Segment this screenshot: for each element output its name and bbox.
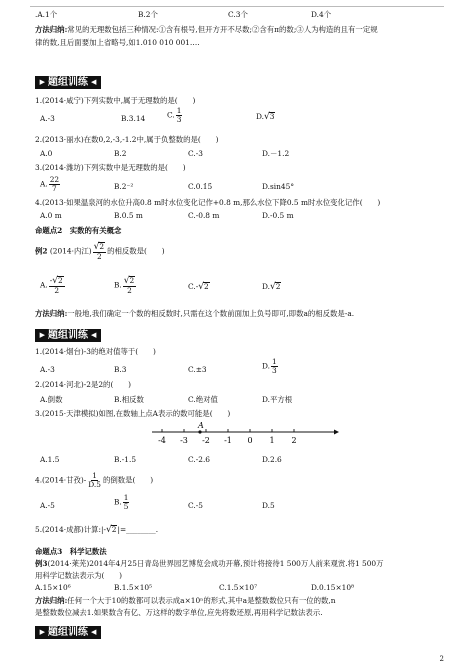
q3-option-a: A. $\frac{22}{7}$ — [40, 175, 60, 193]
q4-option-d: D.-0.5 m — [262, 211, 294, 220]
q2-option-c: C.-3 — [188, 149, 203, 158]
method-summary-2: 方法归纳:一般地,我们确定一个数的相反数时,只需在这个数前面加上负号即可,即数a的相反数是-a. — [35, 309, 355, 318]
s2-q1-option-d: D. $\frac{1}{3}$ — [262, 357, 277, 375]
topic-2-title: 命题点2 实数的有关概念 — [35, 226, 122, 235]
prev-option-b: B.2个 — [138, 10, 158, 19]
s2-q2-option-a: A.倒数 — [40, 395, 63, 404]
method-label: 方法归纳: — [35, 25, 68, 34]
triangle-right-icon: ▶ — [39, 628, 45, 636]
question-4: 4.(2013·如果温泉河的水位升高0.8 m时水位变化记作+0.8 m,那么水位下降0.5 m时水位变化记作( ) — [35, 198, 381, 207]
s2-q1-option-a: A.-3 — [40, 365, 55, 374]
drill-header-title: 题组训练 — [48, 76, 88, 88]
page-number: 2 — [439, 655, 444, 663]
example-3: 例3(2014·莱芜)2014年4月25日青岛世界园艺博览会成功开幕,预计将接待1 500万人前来观赏.将1 500万 — [35, 559, 384, 568]
drill-header-2 — [35, 329, 101, 342]
point-a — [198, 430, 201, 433]
s2-q2-option-c: C.绝对值 — [188, 395, 218, 404]
example-2: 例2 (2014·内江) $\frac{√2}{2}$ 的相反数是( ) — [35, 242, 165, 262]
number-line-tick-label: -1 — [224, 436, 232, 445]
s2-q3-option-a: A.1.5 — [40, 455, 60, 464]
s2-question-4: 4.(2014·甘孜)- $\frac{1}{D.5}$ 的倒数是( ) — [35, 471, 154, 489]
s2-q3-option-d: D.2.6 — [262, 455, 282, 464]
q4-option-a: A.0 m — [40, 211, 62, 220]
q1-option-c: C. $\frac{1}{3}$ — [167, 106, 182, 124]
topic-3-title: 命题点3 科学记数法 — [35, 547, 107, 556]
q1-option-b: B.3.14 — [121, 114, 146, 123]
drill-header-1 — [35, 76, 101, 89]
method-summary-1 — [35, 26, 378, 33]
number-line-tick-label: -3 — [180, 436, 188, 445]
example-3-cont: 用科学记数法表示为( ) — [35, 571, 123, 580]
q2-option-a: A.0 — [40, 149, 53, 158]
prev-option-a: .A.1个 — [35, 10, 58, 19]
triangle-right-icon: ▶ — [39, 331, 45, 339]
method-text: 常见的无理数包括三种情况:①含有根号,但开方开不尽数;②含有π的数;③人为构造的且有一定规 — [67, 25, 378, 34]
ex2-option-a: A. $\frac{-√2}{2}$ — [40, 276, 63, 296]
point-a-label: A — [198, 421, 204, 430]
prev-option-c: C.3个 — [228, 10, 248, 19]
triangle-left-icon: ◀ — [91, 78, 97, 86]
s2-q3-option-b: B.-1.5 — [114, 455, 137, 464]
q1-option-a: A.-3 — [40, 114, 55, 123]
triangle-left-icon: ◀ — [91, 628, 97, 636]
ex3-option-c: C.1.5×10⁷ — [219, 583, 258, 592]
s2-q2-option-d: D.平方根 — [262, 395, 293, 404]
number-line-tick-label: -4 — [158, 436, 166, 445]
question-2: 2.(2013·丽水)在数0,2,-3,-1.2中,属于负整数的是( ) — [35, 135, 219, 144]
method-summary-1-cont: 律的数,且后面要加上省略号,如1.010 010 001…. — [35, 38, 200, 47]
s2-q3-option-c: C.-2.6 — [188, 455, 210, 464]
question-1: 1.(2014·咸宁)下列实数中,属于无理数的是( ) — [35, 96, 196, 105]
ex2-option-b: B. $\frac{√2}{2}$ — [114, 276, 135, 296]
number-line-tick-label: 1 — [269, 436, 275, 445]
method-summary-3: 方法归纳:任何一个大于10的数都可以表示成a×10ⁿ的形式,其中a是整数数位只有一位的数,n — [35, 596, 336, 605]
s2-q4-option-b: B. $\frac{1}{5}$ — [114, 493, 129, 511]
q3-option-c: C.0.1̇5̇ — [188, 182, 213, 191]
q1-option-d: D.√3 — [256, 112, 275, 122]
method-summary-3-cont: 是整数数位减去1.如果数含有亿、万这样的数字单位,应先将数还原,再用科学记数法表示. — [35, 608, 323, 617]
number-line-tick-label: 0 — [247, 436, 253, 445]
ex2-option-d: D.√2 — [262, 282, 281, 292]
s2-question-1: 1.(2014·烟台)-3的绝对值等于( ) — [35, 347, 156, 356]
drill-header-3 — [35, 626, 101, 639]
s2-question-5: 5.(2014·成都)计算:|-√2|=________. — [35, 525, 159, 535]
s2-q1-option-c: C.±3 — [188, 365, 207, 374]
q2-option-b: B.2 — [114, 149, 127, 158]
ex3-option-a: A.15×10⁶ — [35, 583, 71, 592]
s2-q4-option-a: A.-5 — [40, 501, 55, 510]
q2-option-d: D.－1.2 — [262, 149, 290, 158]
ex3-option-d: D.0.15×10⁸ — [311, 583, 355, 592]
drill-header-title: 题组训练 — [48, 626, 88, 638]
s2-question-2: 2.(2014·河北)-2是2的( ) — [35, 380, 131, 389]
prev-option-d: D.4个 — [311, 10, 332, 19]
s2-q1-option-b: B.3 — [114, 365, 127, 374]
question-3: 3.(2014·潍坊)下列实数中是无理数的是( ) — [35, 163, 186, 172]
ex3-option-b: B.1.5×10⁵ — [114, 583, 153, 592]
s2-q2-option-b: B.相反数 — [114, 395, 144, 404]
number-line-tick-label: 2 — [291, 436, 297, 445]
s2-question-3: 3.(2015·天津模拟)如图,在数轴上点A表示的数可能是( ) — [35, 409, 231, 418]
triangle-right-icon: ▶ — [39, 78, 45, 86]
arrow-right-icon — [334, 430, 339, 435]
ex2-option-c: C.-√2 — [188, 282, 209, 292]
q4-option-c: C.-0.8 m — [188, 211, 220, 220]
q3-option-b: B.2⁻² — [114, 182, 134, 191]
s2-q4-option-c: C.-5 — [188, 501, 203, 510]
q4-option-b: B.0.5 m — [114, 211, 143, 220]
top-rule — [30, 6, 444, 7]
drill-header-title: 题组训练 — [48, 329, 88, 341]
s2-q4-option-d: D.5 — [262, 501, 275, 510]
triangle-left-icon: ◀ — [91, 331, 97, 339]
number-line-tick-label: -2 — [202, 436, 210, 445]
q3-option-d: D.sin45° — [262, 182, 295, 191]
number-line — [150, 420, 340, 450]
